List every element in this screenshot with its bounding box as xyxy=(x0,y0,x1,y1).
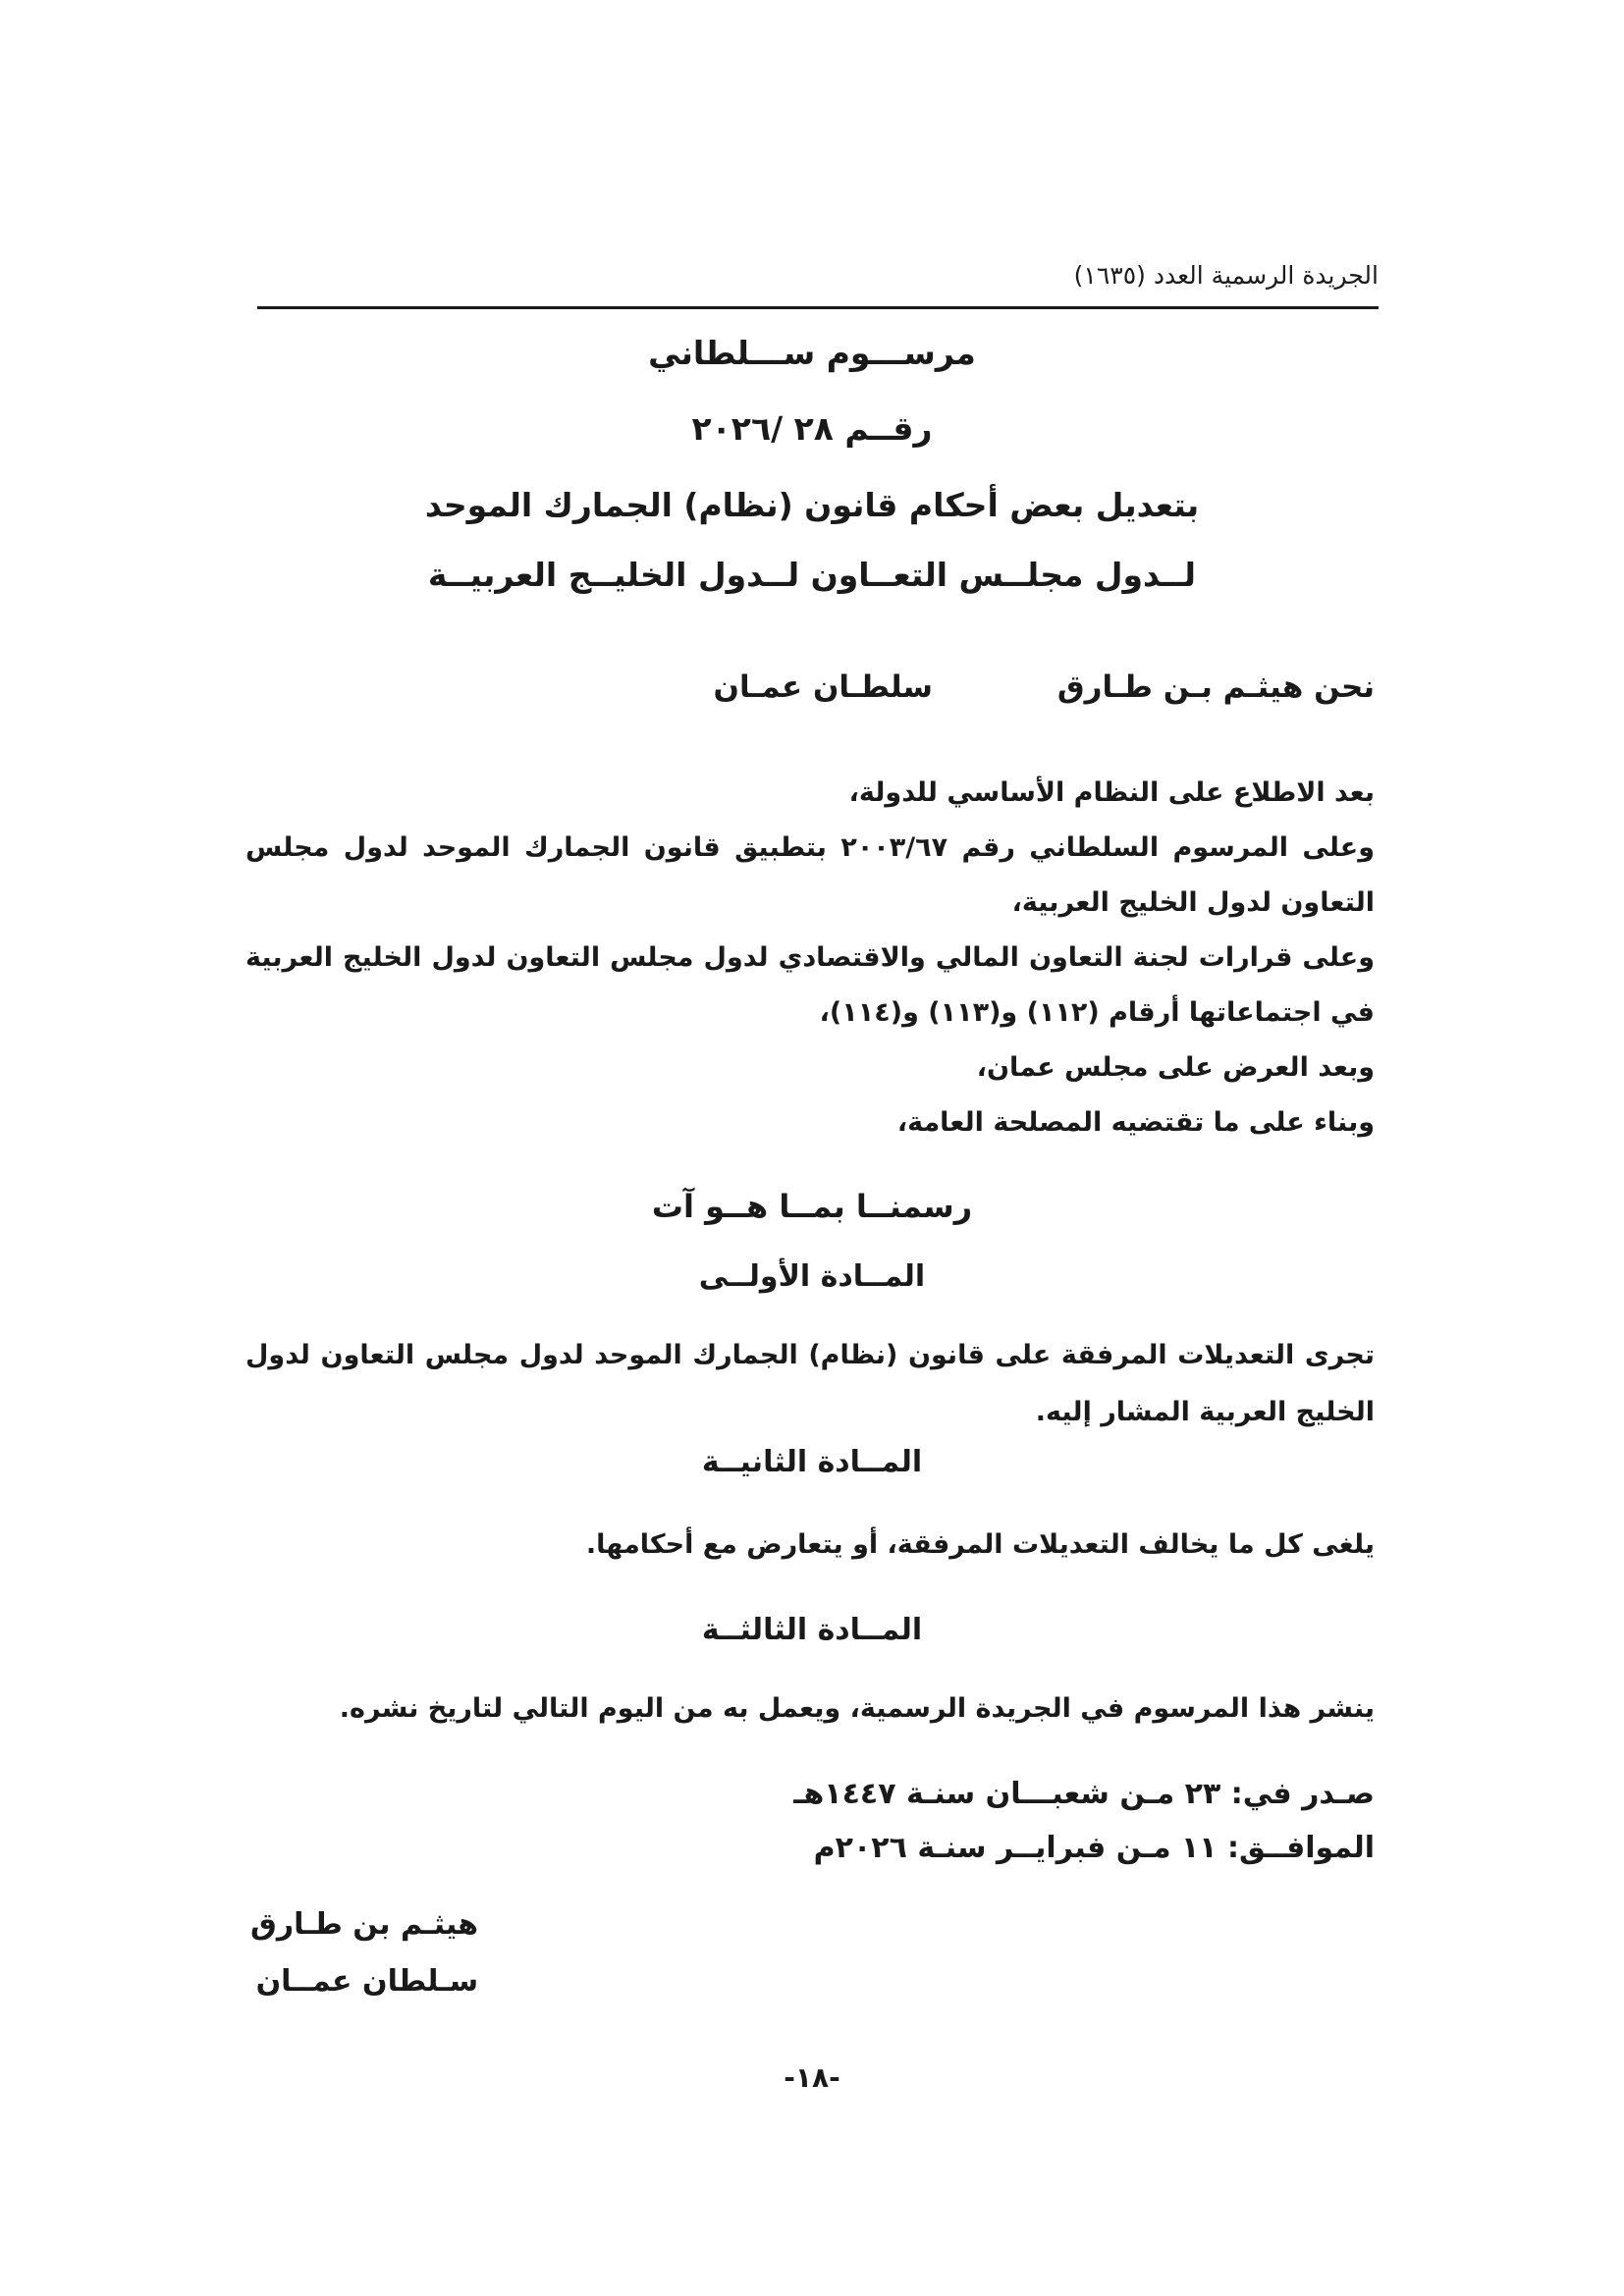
sultan-name: نحن هيثـم بـن طـارق xyxy=(1056,669,1375,705)
issue-dates xyxy=(793,1767,1375,1875)
article-3-text: ينشر هذا المرسوم في الجريدة الرسمية، ويعمل به من اليوم التالي لتاريخ نشره. xyxy=(339,1693,1375,1724)
recital: وبعد العرض على مجلس عمان، xyxy=(976,1052,1375,1083)
article-2-text: يلغى كل ما يخالف التعديلات المرفقة، أو يتعارض مع أحكامها. xyxy=(585,1529,1375,1560)
signature-block xyxy=(250,1896,478,2010)
decree-subject-line-1: بتعديل بعض أحكام قانون (نظام) الجمارك الموحد xyxy=(424,486,1200,524)
sultan-title: سلطـان عمـان xyxy=(713,669,933,705)
page-header xyxy=(257,257,1379,309)
decree-heading: رسمنــا بمــا هــو آت xyxy=(651,1188,973,1225)
recitals xyxy=(245,766,1375,1150)
decree-type: مرســـوم ســـلطاني xyxy=(648,334,976,372)
decree-subject-line-2: لــدول مجلــس التعــاون لــدول الخليــج العربيــة xyxy=(427,556,1197,594)
article-2-heading: المــادة الثانيــة xyxy=(701,1445,923,1479)
article-3-heading: المــادة الثالثــة xyxy=(701,1613,923,1647)
preamble xyxy=(245,669,1375,719)
gazette-header-title: الجريدة الرسمية العدد (١٦٣٥) xyxy=(1073,261,1379,290)
recital: بعد الاطلاع على النظام الأساسي للدولة، xyxy=(848,777,1375,808)
article-1-heading: المــادة الأولــى xyxy=(698,1259,926,1294)
signature-name: هيثـم بن طـارق xyxy=(250,1907,479,1942)
gregorian-date: الموافــق: ١١ مـن فبرايــر سنـة ٢٠٢٦م xyxy=(813,1831,1375,1865)
recital: وعلى المرسوم السلطاني رقم ٢٠٠٣/٦٧ بتطبيق قانون الجمارك الموحد لدول مجلس التعاون لدول الخليج العربية، xyxy=(245,832,1375,918)
recital: وعلى قرارات لجنة التعاون المالي والاقتصادي لدول مجلس التعاون لدول الخليج العربية في اجتماعاتها أرقام (١١٢) و(١١٣) و(١١٤)، xyxy=(245,942,1375,1028)
article-1-text: تجرى التعديلات المرفقة على قانون (نظام) الجمارك الموحد لدول مجلس التعاون لدول الخليج العربية المشار إليه. xyxy=(245,1340,1375,1427)
recital: وبناء على ما تقتضيه المصلحة العامة، xyxy=(896,1107,1375,1138)
hijri-date: صـدر في: ٢٣ مـن شعبـــان سنـة ١٤٤٧هـ xyxy=(793,1777,1375,1811)
signature-title: سـلطان عمــان xyxy=(255,1964,479,1999)
page-number: -١٨- xyxy=(784,2061,840,2094)
decree-number: رقــم ٢٨ /٢٠٢٦ xyxy=(691,409,933,448)
